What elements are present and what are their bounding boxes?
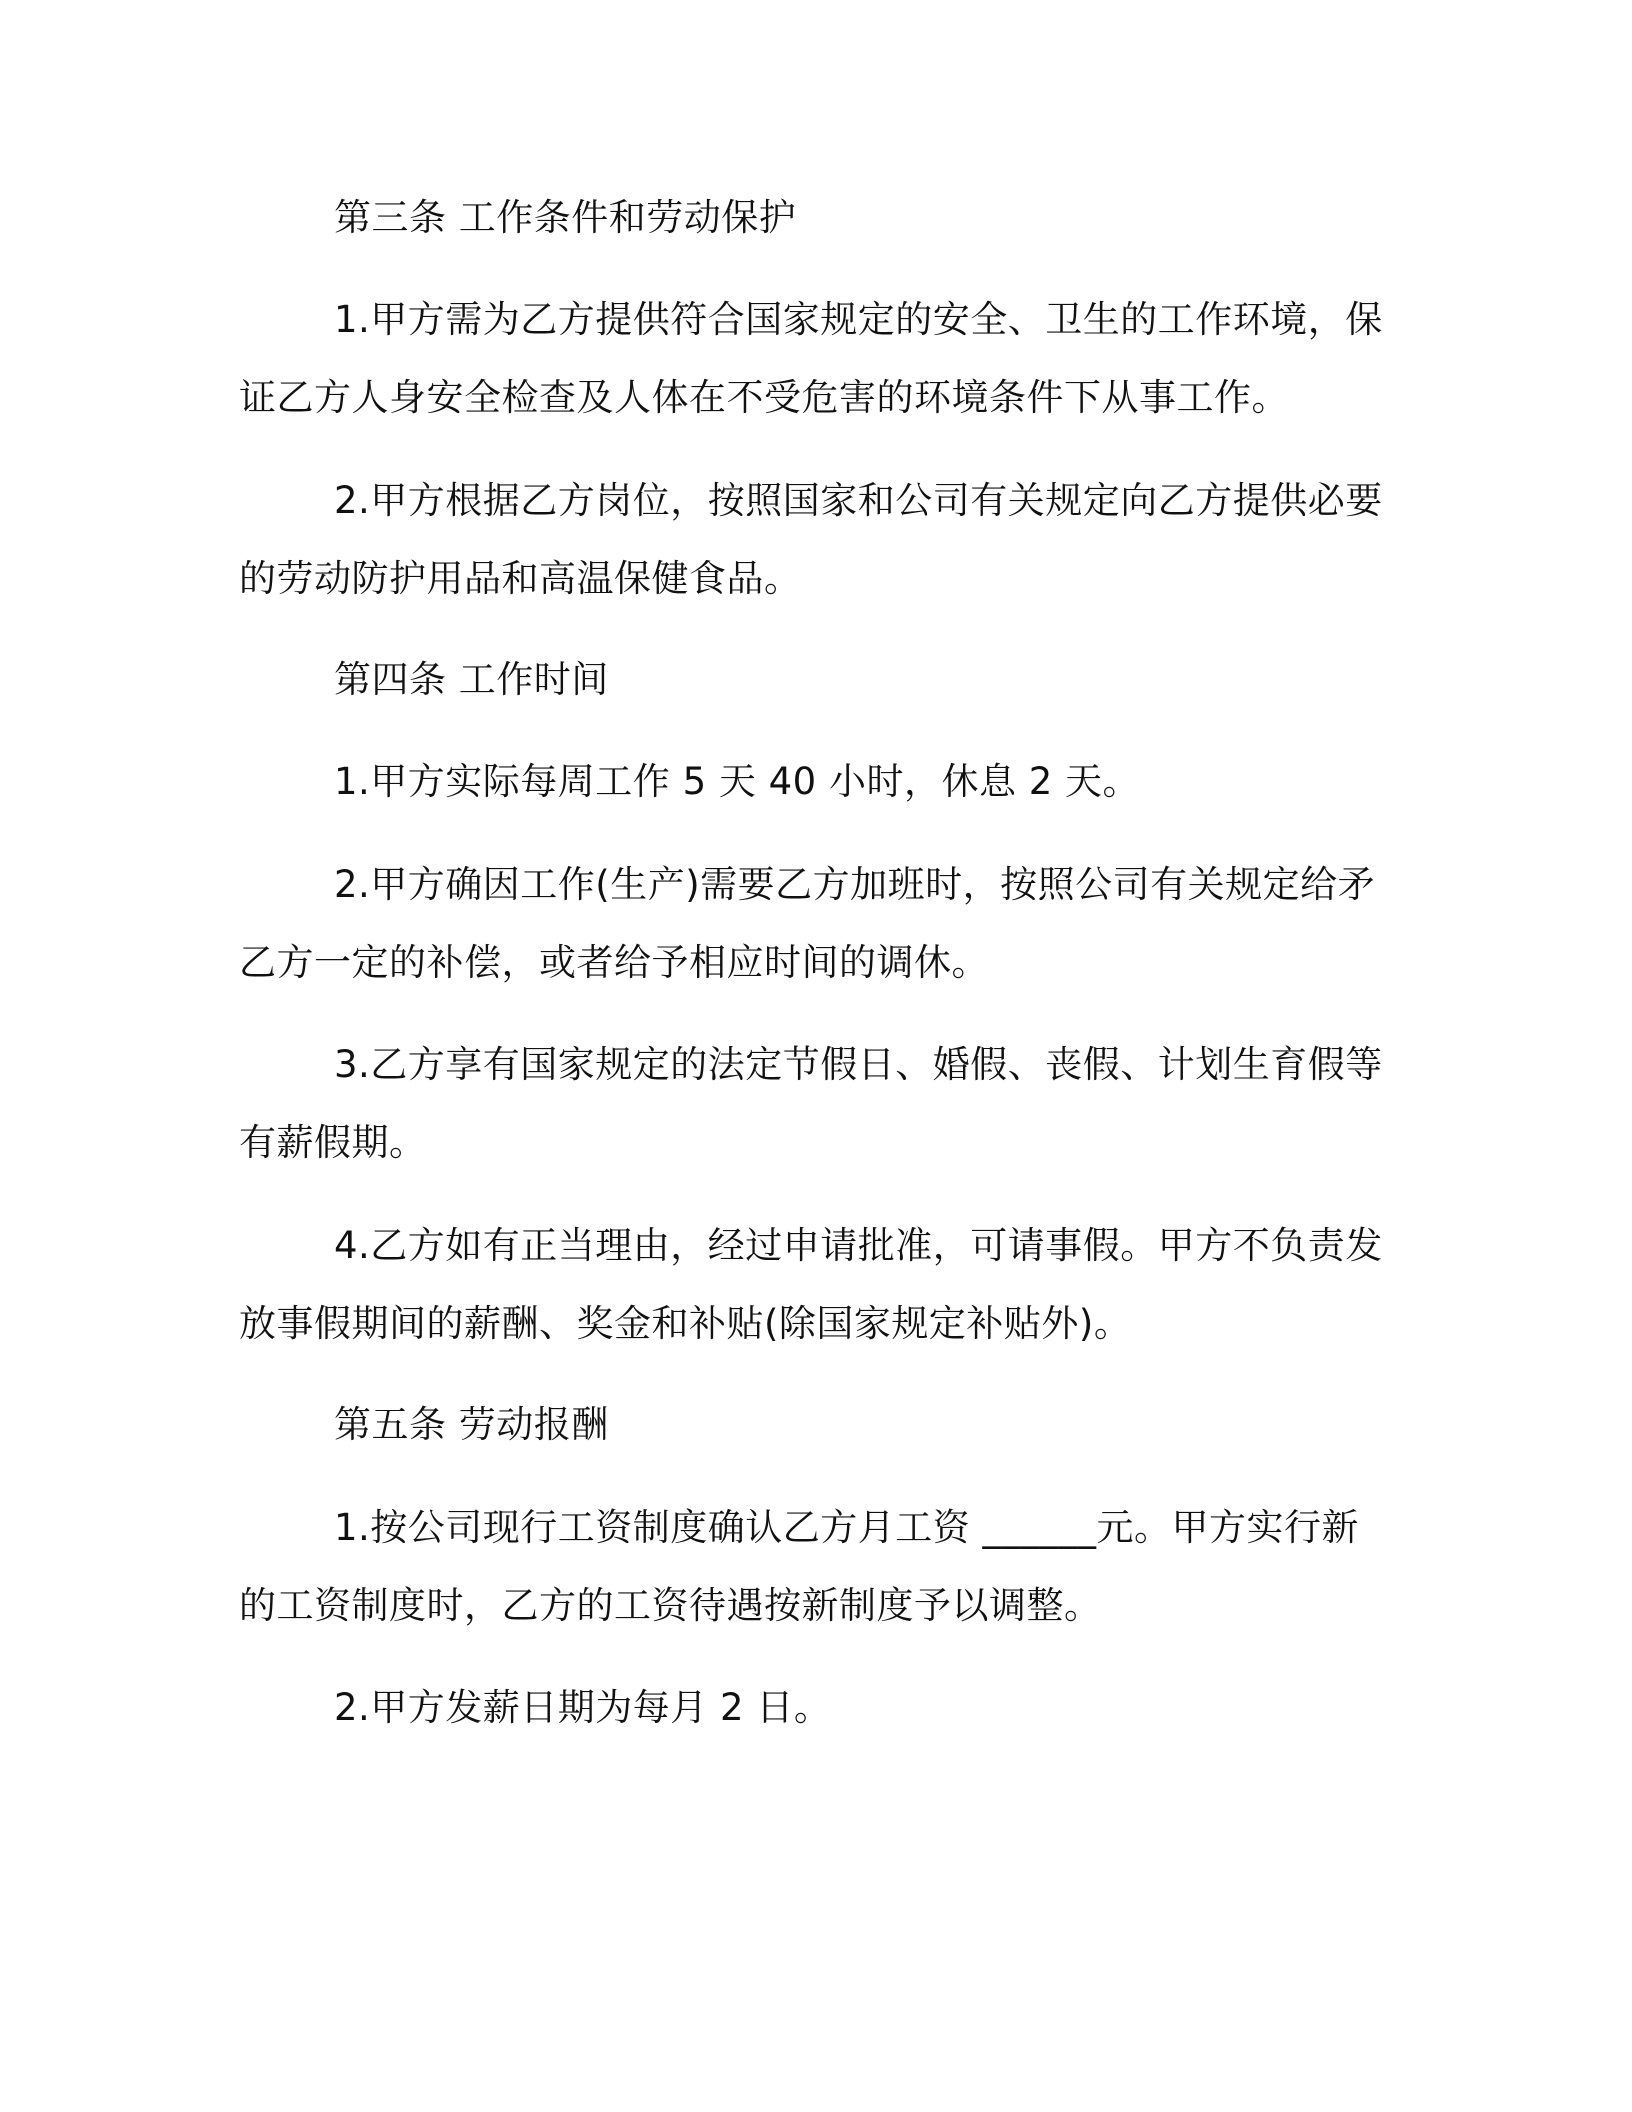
article-4-item-4-line-2: 放事假期间的薪酬、奖金和补贴(除国家规定补贴外)。 [239,1302,1132,1345]
article-5-item-1-line-2: 的工资制度时，乙方的工资待遇按新制度予以调整。 [239,1584,1102,1627]
article-4-item-1: 1.甲方实际每周工作 5 天 40 小时，休息 2 天。 [334,760,1141,803]
article-3-item-2-line-2: 的劳动防护用品和高温保健食品。 [239,557,802,600]
article-3-item-1-line-1: 1.甲方需为乙方提供符合国家规定的安全、卫生的工作环境，保 [334,298,1383,341]
article-4-heading: 第四条 工作时间 [334,658,609,701]
article-3-item-2-line-1: 2.甲方根据乙方岗位，按照国家和公司有关规定向乙方提供必要 [334,479,1383,522]
article-5-item-2: 2.甲方发薪日期为每月 2 日。 [334,1686,832,1729]
article-4-item-4-line-1: 4.乙方如有正当理由，经过申请批准，可请事假。甲方不负责发 [334,1224,1383,1267]
article-3-heading: 第三条 工作条件和劳动保护 [334,196,797,239]
article-4-item-3-line-1: 3.乙方享有国家规定的法定节假日、婚假、丧假、计划生育假等 [334,1043,1383,1086]
article-4-item-2-line-2: 乙方一定的补偿，或者给予相应时间的调休。 [239,941,989,984]
article-5-heading: 第五条 劳动报酬 [334,1403,609,1446]
article-4-item-3-line-2: 有薪假期。 [239,1121,427,1164]
article-4-item-2-line-1: 2.甲方确因工作(生产)需要乙方加班时，按照公司有关规定给矛 [334,863,1376,906]
article-3-item-1-line-2: 证乙方人身安全检查及人体在不受危害的环境条件下从事工作。 [239,376,1289,419]
article-5-item-1-line-1: 1.按公司现行工资制度确认乙方月工资 ______元。甲方实行新 [334,1506,1360,1549]
